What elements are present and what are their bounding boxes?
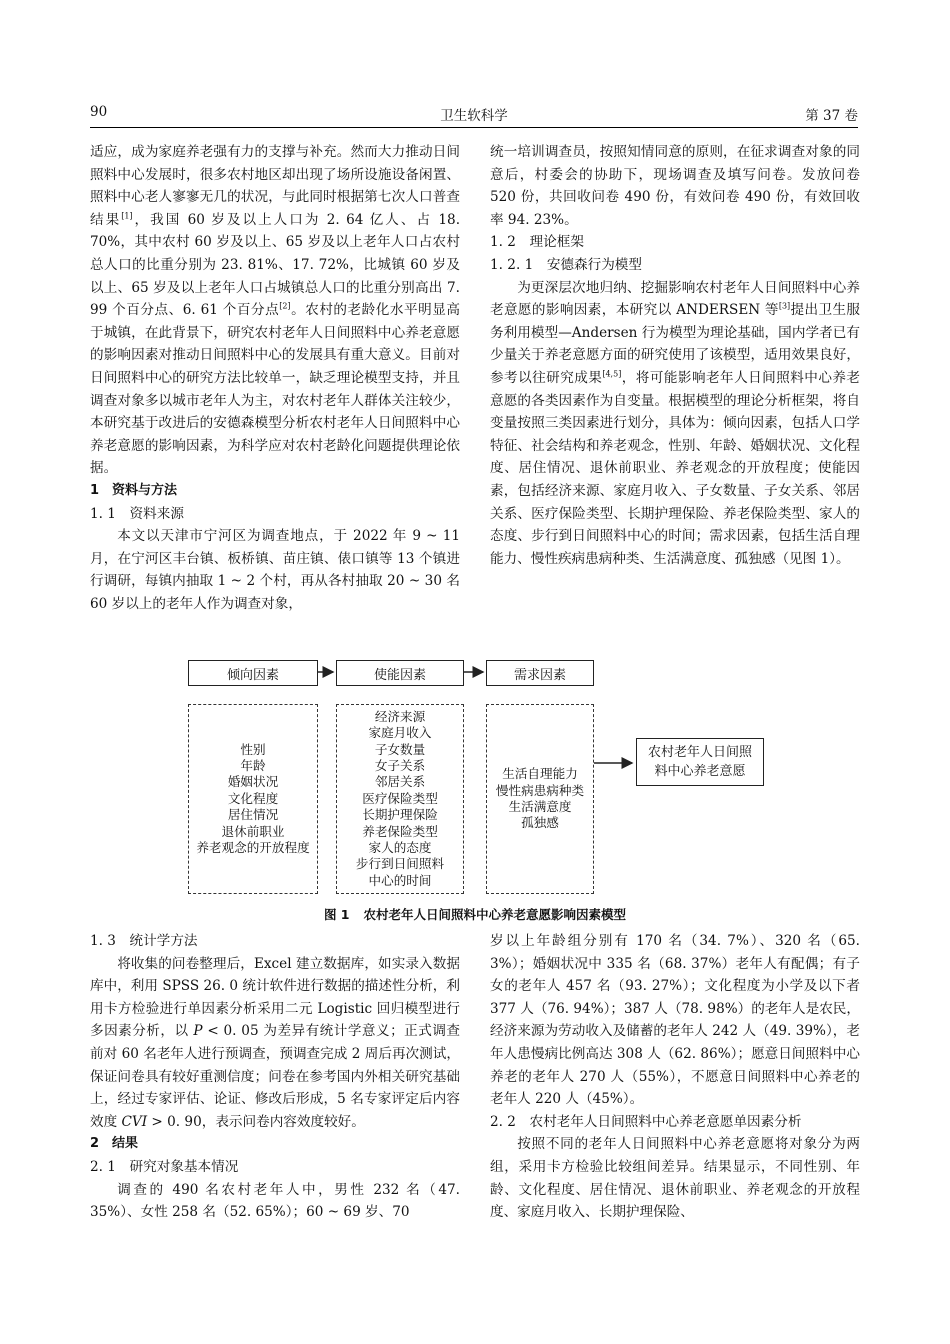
need-factor-item: 生活自理能力 bbox=[502, 766, 578, 782]
need-factors-header: 需求因素 bbox=[486, 660, 594, 686]
predisposing-factor-item: 养老观念的开放程度 bbox=[196, 840, 310, 856]
section-1-1-heading: 1. 1 资料来源 bbox=[90, 505, 184, 522]
left-column-bottom bbox=[90, 930, 460, 1224]
left-column-top bbox=[90, 141, 460, 615]
need-factor-item: 孤独感 bbox=[521, 815, 559, 831]
predisposing-factor-item: 退休前职业 bbox=[221, 823, 285, 839]
section-2-2-text: 按照不同的老年人日间照料中心养老意愿将对象分为两组，采用卡方检验比较组间差异。结果显示，不同性别、年龄、文化程度、居住情况、退休前职业、养老观念的开放程度、家庭月收入、长期护理保险、 bbox=[490, 1136, 860, 1221]
section-1-2-1-text: 为更深层次地归纳、挖掘影响农村老年人日间照料中心养老意愿的影响因素，本研究以 ANDERSEN 等[3]提出卫生服务利用模型—Andersen 行为模型为理论基础，国内学者已有少量关于养老意愿方面的研究使用了该模型，适用效果良好，参考以往研究成果[4,5]，将可能影响老年人日间照料中心养老意愿的各类因素作为自变量。根据模型的理论分析框架，将自变量按照三类因素进行划分，具体为：倾向因素，包括人口学特征、社会结构和养老观念，性别、年龄、婚姻状况、文化程度、居住情况、退休前职业、养老观念的开放程度；使能因素，包括经济来源、家庭月收入、子女数量、子女关系、邻居关系、医疗保险类型、长期护理保险、养老保险类型、家人的态度、步行到日间照料中心的时间；需求因素，包括生活自理能力、慢性疾病患病种类、生活满意度、孤独感（见图 1）。 bbox=[490, 279, 861, 567]
predisposing-factor-item: 居住情况 bbox=[227, 807, 279, 823]
predisposing-factors-header: 倾向因素 bbox=[188, 660, 318, 686]
section-1-2-heading: 1. 2 理论框架 bbox=[490, 234, 584, 251]
predisposing-factor-item: 年龄 bbox=[240, 757, 266, 773]
outcome-line-item: 料中心养老意愿 bbox=[654, 764, 746, 779]
enabling-factor-item: 长期护理保险 bbox=[362, 807, 438, 823]
predisposing-factor-item: 性别 bbox=[240, 741, 266, 757]
intro-paragraph: 适应，成为家庭养老强有力的支撑与补充。然而大力推动日间照料中心发展时，很多农村地区却出现了场所设施设备闲置、照料中心老人寥寥无几的状况，与此同时根据第七次人口普查结果[1]，我国 60 岁及以上人口为 2. 64 亿人、占 18. 70%，其中农村 60 岁及以上、65 岁及以上老年人口占农村总人口的比重分别为 23. 81%、17. 72%，比城镇 60 岁及以上、65 岁及以上老年人口占城镇总人口的比重分别高出 7. 99 个百分点、6. 61 个百分点[2]。农村的老龄化水平明显高于城镇，在此背景下，研究农村老年人日间照料中心养老意愿的影响因素对推动日间照料中心的发展具有重大意义。目前对日间照料中心的研究方法比较单一，缺乏理论模型支持，并且调查对象多以城市老年人为主，对农村老年人群体关注较少，本研究基于改进后的安德森模型分析农村老年人日间照料中心养老意愿的影响因素，为科学应对农村老龄化问题提供理论依据。 bbox=[90, 144, 461, 477]
section-2-1-text: 调查的 490 名农村老年人中，男性 232 名（47. 35%）、女性 258 名（52. 65%）；60 ~ 69 岁、70 bbox=[90, 1181, 460, 1221]
enabling-factor-item: 经济来源 bbox=[374, 708, 426, 724]
need-factor-item: 慢性病患病种类 bbox=[495, 782, 585, 798]
outcome-box bbox=[636, 738, 764, 786]
section-1-3-heading: 1. 3 统计学方法 bbox=[90, 933, 198, 949]
need-factor-item: 生活满意度 bbox=[508, 799, 572, 814]
predisposing-factors-list bbox=[188, 704, 318, 894]
figure-1-caption bbox=[90, 905, 860, 923]
enabling-factor-item: 家庭月收入 bbox=[368, 725, 432, 741]
citation-2: [2] bbox=[279, 301, 291, 311]
section-1-heading: 1 资料与方法 bbox=[90, 482, 178, 498]
enabling-factor-item: 步行到日间照料 bbox=[355, 856, 445, 872]
enabling-factors-header: 使能因素 bbox=[336, 660, 464, 686]
page-number: 90 bbox=[90, 104, 108, 120]
enabling-factor-item: 家人的态度 bbox=[368, 840, 432, 856]
outcome-line-item: 农村老年人日间照 bbox=[647, 745, 752, 760]
section-2-2-heading: 2. 2 农村老年人日间照料中心养老意愿单因素分析 bbox=[490, 1113, 802, 1130]
section-2-heading: 2 结果 bbox=[90, 1136, 139, 1152]
right-column-bottom bbox=[490, 930, 860, 1224]
section-1-3-text: 将收集的问卷整理后，Excel 建立数据库，如实录入数据库中，利用 SPSS 26. 0 统计软件进行数据的描述性分析，利用卡方检验进行单因素分析采用二元 Logistic 回归模型进行多因素分析，以 P < 0. 05 为差异有统计学意义；正式调查前对 60 名老年人进行预调查，预调查完成 2 周后再次测试，保证问卷具有较好重测信度；问卷在参考国内外相关研究基础上，经过专家评估、论证、修改后形成，5 名专家评定后内容效度 CVI > 0. 90，表示问卷内容效度较好。 bbox=[90, 955, 460, 1130]
enabling-factor-item: 女子关系 bbox=[374, 757, 426, 773]
need-factors-list bbox=[486, 704, 594, 894]
right-column-top bbox=[490, 141, 860, 570]
running-header bbox=[90, 104, 858, 124]
figure-1 bbox=[180, 658, 780, 898]
journal-name: 卫生软科学 bbox=[440, 108, 508, 124]
section-1-1-text: 本文以天津市宁河区为调查地点，于 2022 年 9 ~ 11 月，在宁河区丰台镇、板桥镇、苗庄镇、俵口镇等 13 个镇进行调研，每镇内抽取 1 ~ 2 个村，再从各村抽取 20 ~ 30 名 60 岁以上的老年人作为调查对象， bbox=[90, 528, 460, 612]
header-rule bbox=[90, 127, 858, 128]
citation-3: [3] bbox=[778, 301, 791, 311]
citation-1: [1] bbox=[121, 211, 133, 221]
enabling-factor-item: 邻居关系 bbox=[374, 774, 426, 790]
predisposing-factor-item: 婚姻状况 bbox=[227, 774, 279, 790]
section-2-1-continued: 岁以上年龄组分别有 170 名（34. 7%）、320 名（65. 3%）；婚姻状况中 335 名（68. 37%）老年人有配偶；有子女的老年人 457 名（93. 27%）；文化程度为小学及以下者 377 人（76. 94%）；387 人（78. 98%）的老年人是农民，经济来源为劳动收入及储蓄的老年人 242 人（49. 39%），老年人患慢病比例高达 308 人（62. 86%）；愿意日间照料中心养老的老年人 270 人（55%），不愿意日间照料中心养老的老年人 220 人（45%）。 bbox=[490, 933, 860, 1108]
volume-label: 第 37 卷 bbox=[805, 108, 858, 124]
enabling-factors-list bbox=[336, 704, 464, 894]
figure-1-label: 图 1 bbox=[323, 907, 350, 922]
section-1-1-continued: 统一培训调查员，按照知情同意的原则，在征求调查对象的同意后，村委会的协助下，现场调查及填写问卷。发放问卷 520 份，共回收问卷 490 份，有效问卷 490 份，有效回收率 94. 23%。 bbox=[490, 144, 860, 228]
citation-4-5: [4,5] bbox=[602, 369, 622, 379]
section-1-2-1-heading: 1. 2. 1 安德森行为模型 bbox=[490, 256, 642, 273]
enabling-factor-item: 中心的时间 bbox=[368, 872, 432, 888]
enabling-factor-item: 医疗保险类型 bbox=[362, 790, 438, 806]
enabling-factor-item: 子女数量 bbox=[374, 741, 426, 757]
enabling-factor-item: 养老保险类型 bbox=[362, 823, 438, 839]
figure-1-title: 农村老年人日间照料中心养老意愿影响因素模型 bbox=[363, 907, 627, 922]
section-2-1-heading: 2. 1 研究对象基本情况 bbox=[90, 1158, 239, 1175]
predisposing-factor-item: 文化程度 bbox=[227, 790, 279, 806]
